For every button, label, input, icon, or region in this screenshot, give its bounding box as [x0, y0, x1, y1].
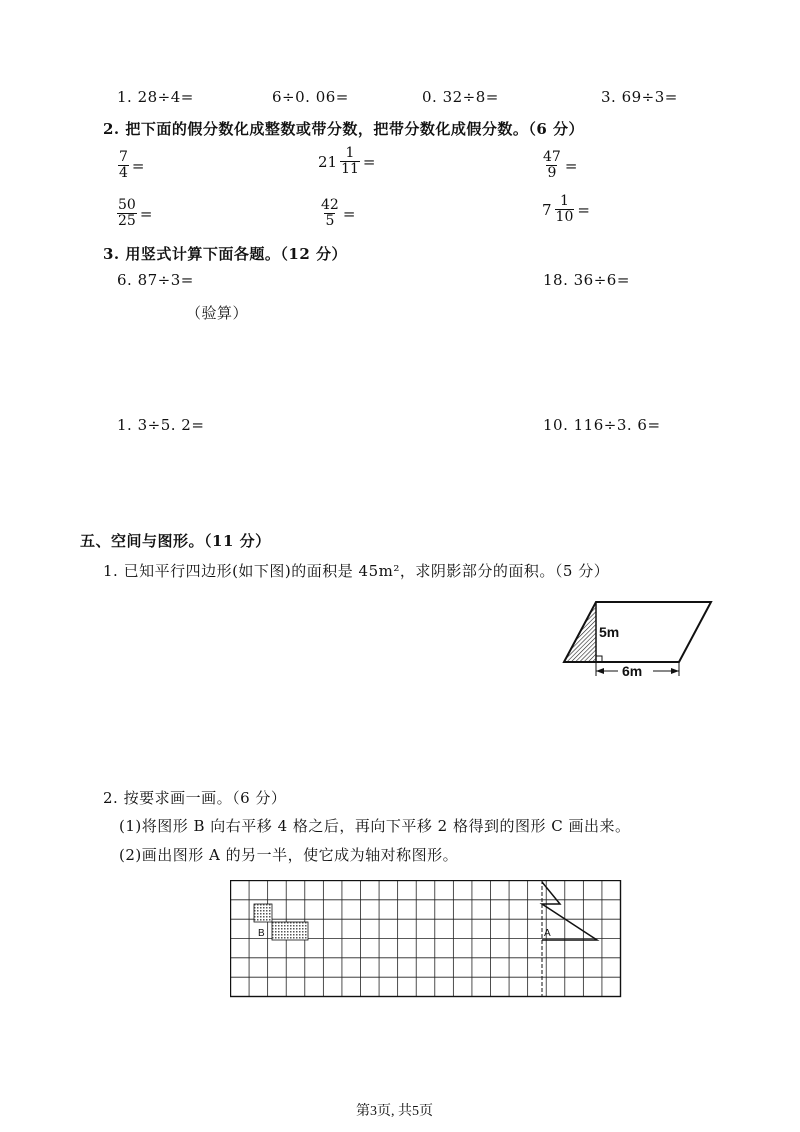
fraction-denominator: 11	[341, 161, 359, 178]
fraction-numerator: 1	[345, 145, 355, 161]
equals-sign: =	[564, 156, 578, 175]
vertical-calc-2: 18. 36÷6=	[543, 271, 630, 289]
division-problem-1: 1. 28÷4=	[117, 88, 194, 106]
instruction-1: (1)将图形 B 向右平移 4 格之后，再向下平移 2 格得到的图形 C 画出来。	[119, 817, 631, 835]
mixed-whole: 21	[318, 152, 338, 171]
fraction-denominator: 25	[118, 213, 136, 230]
shape-b-top-cell	[254, 904, 272, 922]
fraction-denominator: 9	[547, 165, 557, 182]
fraction-item-2	[318, 146, 376, 178]
arrow-left	[596, 668, 604, 674]
shape-b-bottom-cells	[272, 922, 308, 940]
vertical-calc-3: 1. 3÷5. 2=	[117, 416, 205, 434]
vertical-calc-1: 6. 87÷3=	[117, 271, 194, 289]
grid-figure	[230, 880, 622, 1000]
fraction-denominator: 5	[325, 213, 335, 230]
arrow-right	[671, 668, 679, 674]
vertical-calc-4: 10. 116÷3. 6=	[543, 416, 661, 434]
fraction-numerator: 47	[543, 149, 561, 165]
fraction-numerator: 42	[321, 197, 339, 213]
fraction-item-3	[542, 146, 577, 182]
equals-sign: =	[342, 204, 356, 223]
fraction-denominator: 10	[555, 209, 574, 226]
equals-sign: =	[577, 200, 590, 219]
fraction-numerator: 50	[118, 197, 136, 213]
page-footer: 第3页, 共5页	[356, 1104, 433, 1119]
parallelogram-figure	[556, 596, 716, 684]
division-problem-3: 0. 32÷8=	[422, 88, 499, 106]
question-3-title: 3. 用竖式计算下面各题。（12 分）	[103, 245, 347, 263]
division-problem-4: 3. 69÷3=	[601, 88, 678, 106]
fraction-item-5	[320, 194, 355, 230]
equals-sign: =	[362, 152, 376, 171]
equals-sign: =	[131, 156, 145, 175]
section-5-title: 五、空间与图形。（11 分）	[80, 532, 271, 550]
instruction-2: (2)画出图形 A 的另一半，使它成为轴对称图形。	[119, 846, 459, 864]
label-b: B	[258, 928, 265, 939]
fraction-numerator: 1	[560, 193, 569, 209]
fraction-item-4	[117, 194, 152, 230]
height-label: 5m	[599, 624, 620, 640]
fraction-denominator: 4	[119, 165, 128, 182]
division-problem-2: 6÷0. 06=	[272, 88, 349, 106]
label-a: A	[544, 928, 551, 939]
equals-sign: =	[139, 204, 153, 223]
section-5-question-1: 1. 已知平行四边形(如下图)的面积是 45m²，求阴影部分的面积。（5 分）	[103, 562, 610, 580]
question-2-title: 2. 把下面的假分数化成整数或带分数，把带分数化成假分数。（6 分）	[103, 120, 585, 138]
section-5-question-2: 2. 按要求画一画。（6 分）	[103, 789, 287, 807]
base-label: 6m	[622, 663, 643, 679]
mixed-whole: 7	[542, 200, 552, 219]
fraction-numerator: 7	[119, 149, 128, 165]
check-label: （验算）	[186, 304, 249, 322]
fraction-item-6	[542, 194, 590, 226]
fraction-item-1	[118, 146, 145, 182]
